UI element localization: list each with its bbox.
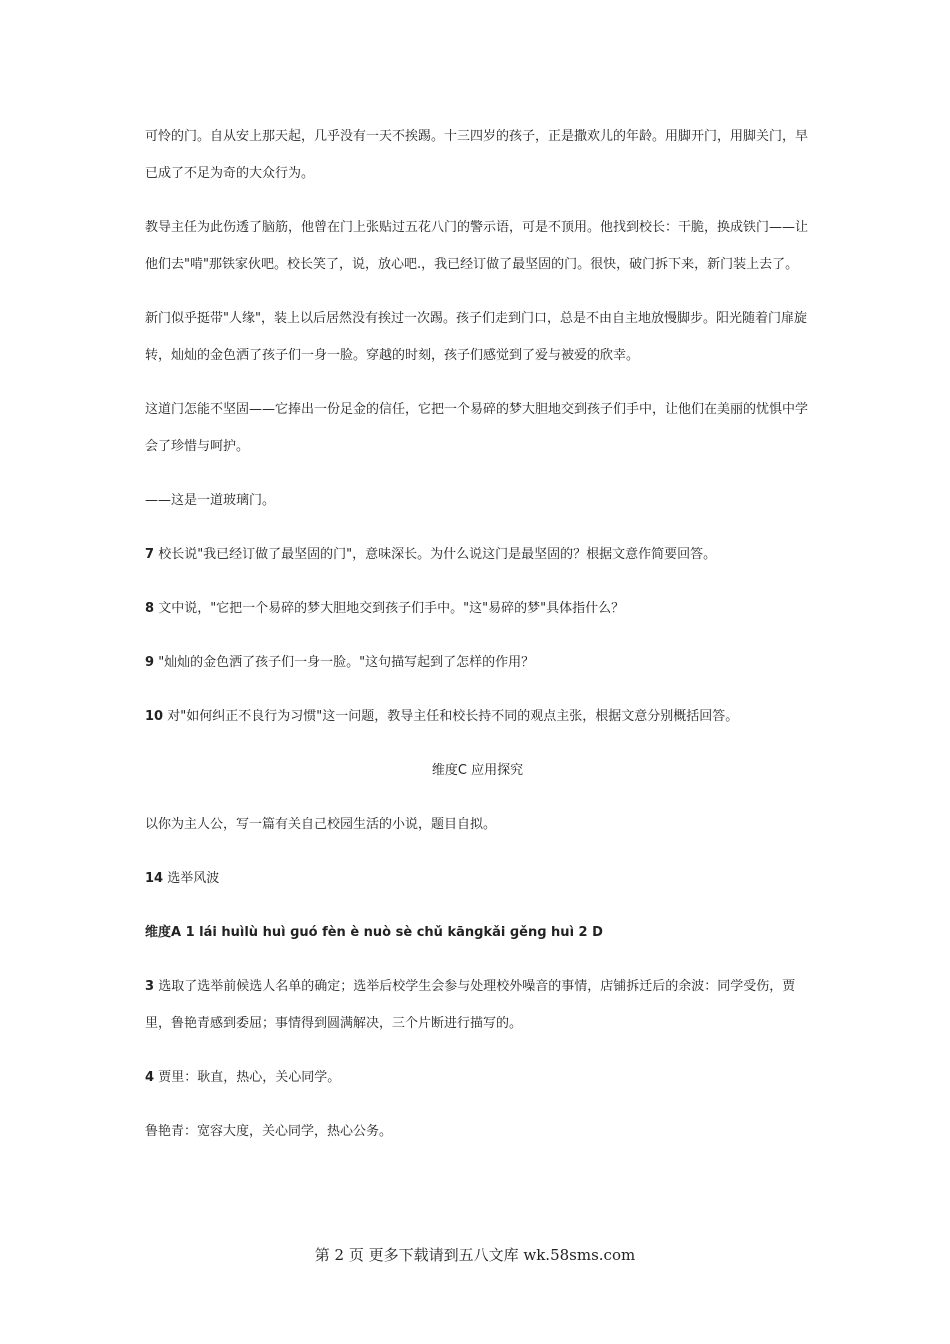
answer-number: 4 <box>145 1070 155 1085</box>
section-c-title: 维度C 应用探究 <box>431 763 524 778</box>
paragraph-3: 新门似乎挺带"人缘"，装上以后居然没有挨过一次踢。孩子们走到门口，总是不由自主地放慢脚步。阳光随着门扉旋转，灿灿的金色洒了孩子们一身一脸。穿越的时刻，孩子们感觉到了爱与被爱的欣幸。 <box>145 311 807 363</box>
answer-4 <box>145 1059 810 1096</box>
paragraph-2: 教导主任为此伤透了脑筋，他曾在门上张贴过五花八门的警示语，可是不顶用。他找到校长：干脆，换成铁门——让他们去"啃"那铁家伙吧。校长笑了，说，放心吧.，我已经订做了最坚固的门。很快，破门拆下来，新门装上去了。 <box>145 220 809 272</box>
paragraph-5: ——这是一道玻璃门。 <box>145 493 276 508</box>
question-text: 文中说，"它把一个易碎的梦大胆地交到孩子们手中。"这"易碎的梦"具体指什么？ <box>158 601 625 616</box>
question-number: 7 <box>145 547 155 562</box>
question-9 <box>145 644 810 681</box>
answer-4-continued: 鲁艳青：宽容大度，关心同学，热心公务。 <box>145 1124 393 1139</box>
paragraph-4: 这道门怎能不坚固——它捧出一份足金的信任，它把一个易碎的梦大胆地交到孩子们手中，让他们在美丽的忧惧中学会了珍惜与呵护。 <box>145 402 809 454</box>
question-text: 对"如何纠正不良行为习惯"这一问题，教导主任和校长持不同的观点主张，根据文意分别概括回答。 <box>167 709 739 724</box>
question-10 <box>145 698 810 735</box>
answer-number: 3 <box>145 979 155 994</box>
answer-dimension-a: 维度A 1 lái huìlù huì ɡuó fèn è nuò sè chǔ kānɡkǎi ɡěnɡ huì 2 D <box>145 925 603 940</box>
answer-number: 14 <box>145 871 164 886</box>
answer-3 <box>145 968 810 1042</box>
question-number: 10 <box>145 709 164 724</box>
section-c-prompt: 以你为主人公，写一篇有关自己校园生活的小说，题目自拟。 <box>145 817 497 832</box>
question-text: 校长说"我已经订做了最坚固的门"，意味深长。为什么说这门是最坚固的？根据文意作简要回答。 <box>158 547 717 562</box>
answer-text: 贾里：耿直，热心，关心同学。 <box>158 1070 341 1085</box>
answer-text: 选取了选举前候选人名单的确定；选举后校学生会参与处理校外噪音的事情，店铺拆迁后的余波：同学受伤，贾里，鲁艳青感到委屈；事情得到圆满解决，三个片断进行描写的。 <box>145 979 796 1031</box>
paragraph-1: 可怜的门。自从安上那天起，几乎没有一天不挨踢。十三四岁的孩子，正是撒欢儿的年龄。用脚开门，用脚关门，早已成了不足为奇的大众行为。 <box>145 129 809 181</box>
question-7 <box>145 536 810 573</box>
question-number: 9 <box>145 655 155 670</box>
answer-14 <box>145 860 810 897</box>
page-footer: 第 2 页 更多下载请到五八文库 wk.58sms.com <box>314 1246 636 1264</box>
question-number: 8 <box>145 601 155 616</box>
document-body <box>145 118 810 1167</box>
answer-text: 选举风波 <box>167 871 220 886</box>
question-text: "灿灿的金色洒了孩子们一身一脸。"这句描写起到了怎样的作用？ <box>158 655 535 670</box>
question-8 <box>145 590 810 627</box>
